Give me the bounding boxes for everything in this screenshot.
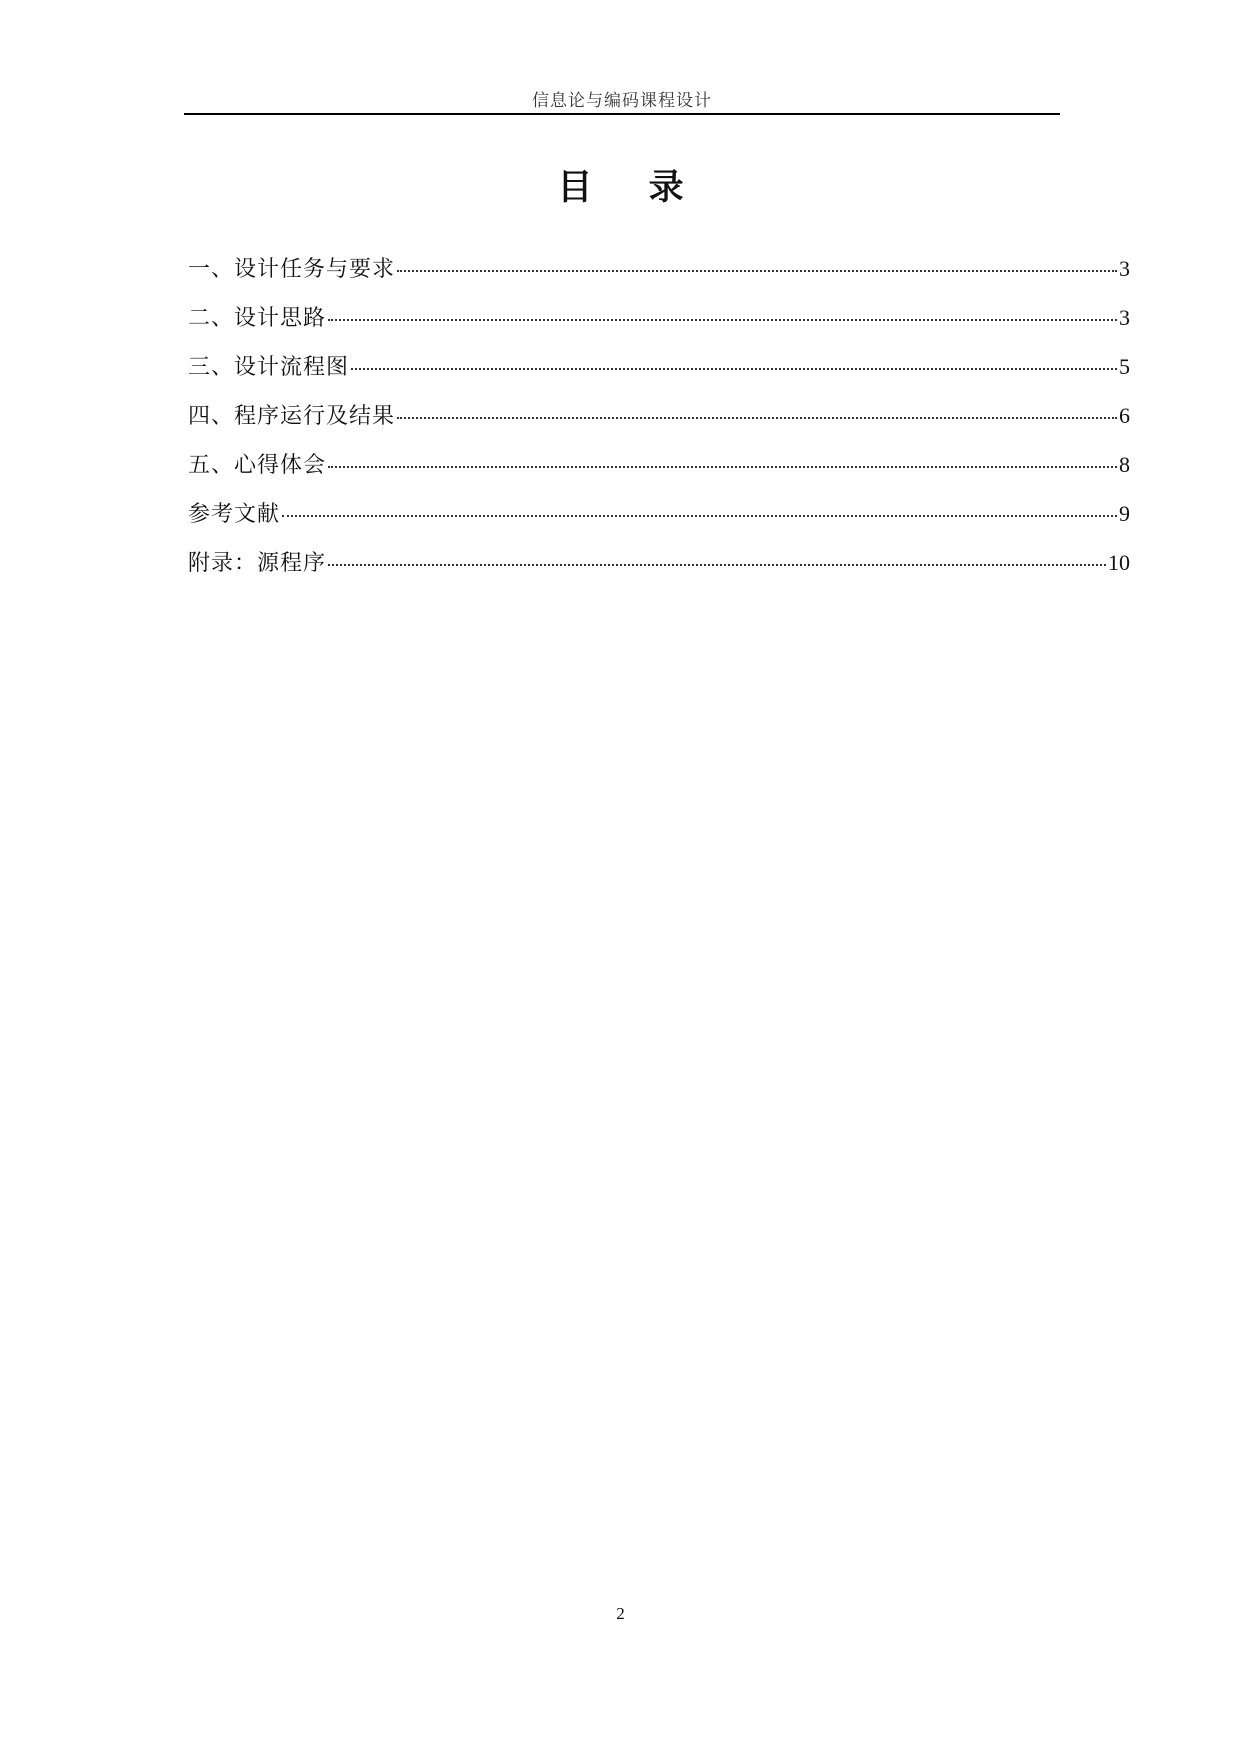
toc-entry-label: 五、心得体会 <box>188 453 327 478</box>
toc-entry-page: 3 <box>1119 305 1130 330</box>
toc-entry-label: 二、设计思路 <box>188 306 327 331</box>
toc-entry[interactable] <box>188 399 1130 448</box>
running-header: 信息论与编码课程设计 <box>532 91 712 111</box>
toc-entry-page: 5 <box>1119 354 1130 379</box>
toc-entry[interactable] <box>188 546 1130 595</box>
toc-entry-page: 10 <box>1108 550 1130 575</box>
toc-entry-page: 6 <box>1119 403 1130 428</box>
toc-title: 目 录 <box>557 168 706 208</box>
toc-dot-leader <box>282 515 1117 517</box>
toc-entry-label: 一、设计任务与要求 <box>188 257 396 282</box>
toc-entry-page: 3 <box>1119 256 1130 281</box>
toc-dot-leader <box>397 417 1117 419</box>
toc-entry[interactable] <box>188 252 1130 301</box>
toc-list <box>188 252 1130 595</box>
page-number: 2 <box>616 1604 625 1623</box>
header-rule <box>184 113 1060 115</box>
toc-dot-leader <box>328 564 1106 566</box>
toc-dot-leader <box>328 466 1117 468</box>
toc-entry-label: 附录：源程序 <box>188 551 327 576</box>
toc-dot-leader <box>397 270 1117 272</box>
toc-entry-label: 参考文献 <box>188 502 281 527</box>
toc-entry[interactable] <box>188 448 1130 497</box>
toc-entry-page: 9 <box>1119 501 1130 526</box>
toc-entry-page: 8 <box>1119 452 1130 477</box>
toc-entry[interactable] <box>188 301 1130 350</box>
toc-entry[interactable] <box>188 497 1130 546</box>
toc-dot-leader <box>351 368 1117 370</box>
toc-dot-leader <box>328 319 1117 321</box>
toc-entry-label: 四、程序运行及结果 <box>188 404 396 429</box>
toc-entry[interactable] <box>188 350 1130 399</box>
toc-entry-label: 三、设计流程图 <box>188 355 350 380</box>
